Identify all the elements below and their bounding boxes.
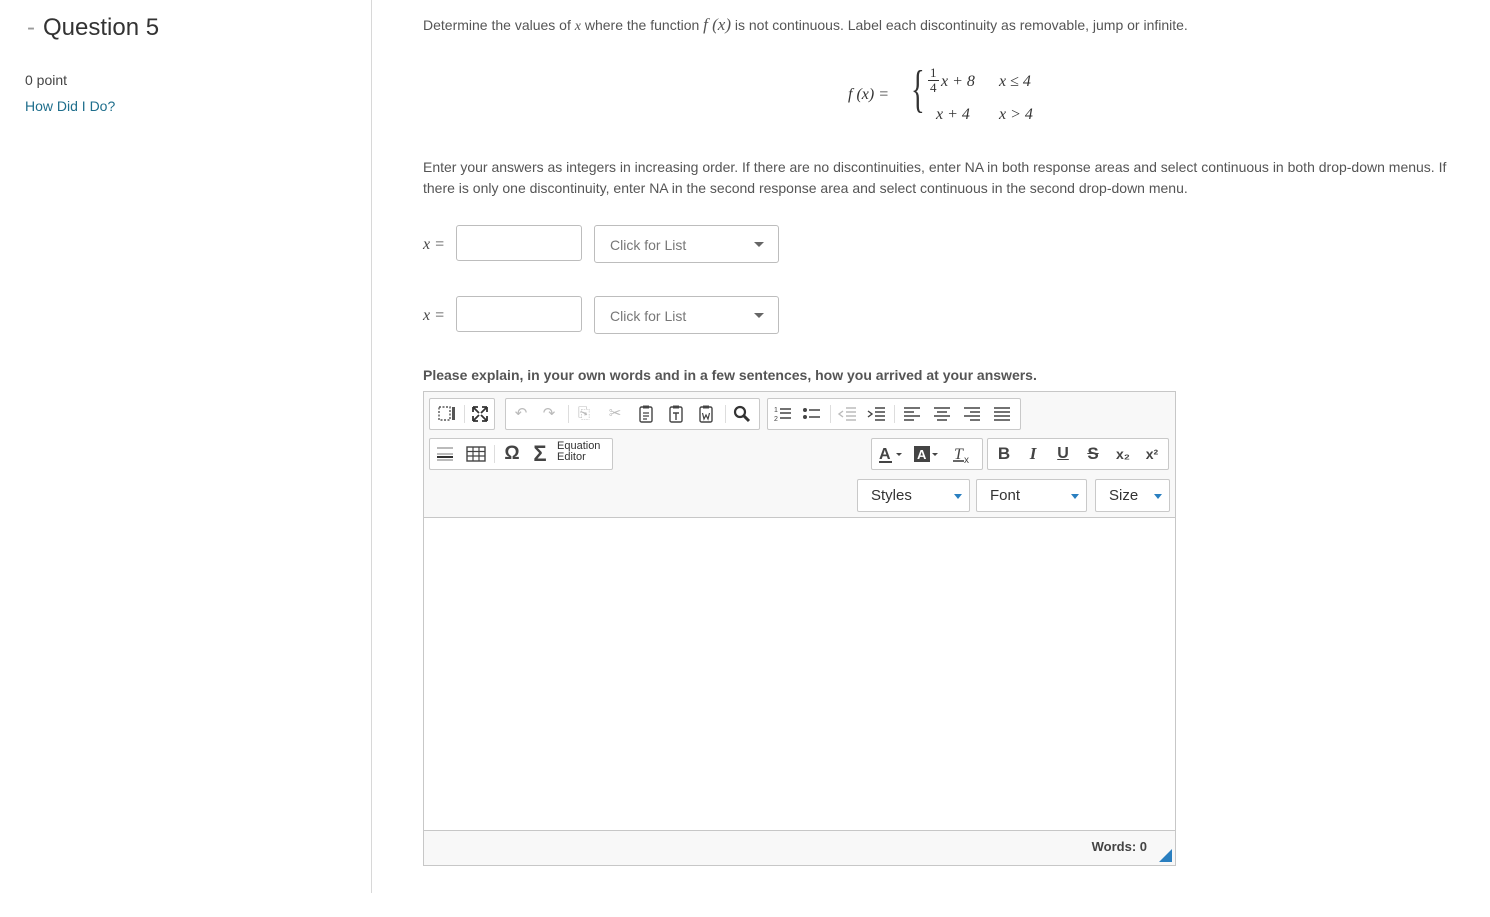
numbered-list-icon[interactable] xyxy=(771,404,795,424)
horizontal-line-icon[interactable] xyxy=(433,444,457,464)
toolbar-group-insert xyxy=(429,438,613,470)
question-sidebar xyxy=(0,0,372,893)
redo-icon[interactable]: ↷ xyxy=(542,405,556,422)
toolbar-group-paragraph xyxy=(767,398,1021,430)
dropdown-placeholder: Click for List xyxy=(610,237,687,253)
font-dropdown[interactable] xyxy=(976,479,1087,512)
italic-button[interactable]: I xyxy=(1029,444,1037,463)
show-blocks-icon[interactable] xyxy=(435,404,459,424)
svg-text:T: T xyxy=(954,446,963,463)
sigma-icon[interactable]: Σ xyxy=(533,441,547,466)
svg-text:A: A xyxy=(879,446,891,463)
prompt-text-3: is not continuous. Label each discontinuity as removable, jump or infinite. xyxy=(731,17,1188,33)
fraction-denominator: 4 xyxy=(930,80,937,95)
dropdown-caret-icon xyxy=(754,313,764,318)
prompt-func: f (x) xyxy=(703,15,731,34)
toolbar-group-basic-styles xyxy=(987,438,1169,470)
editor-status-bar xyxy=(424,830,1175,865)
svg-text:2: 2 xyxy=(774,416,778,423)
cut-icon[interactable]: ✂ xyxy=(608,405,622,422)
equation-editor-button[interactable] xyxy=(557,441,600,463)
size-label: Size xyxy=(1109,487,1139,504)
align-right-icon[interactable] xyxy=(960,404,984,424)
outdent-icon[interactable] xyxy=(836,404,860,424)
case2-expression: x + 4 xyxy=(936,106,970,123)
toolbar-group-color xyxy=(871,438,983,470)
question-title[interactable] xyxy=(27,14,159,42)
dropdown-placeholder: Click for List xyxy=(610,308,687,324)
undo-icon[interactable]: ↶ xyxy=(514,405,528,422)
equation-editor-label-2: Editor xyxy=(557,451,586,463)
question-title-text: Question 5 xyxy=(43,14,160,41)
table-icon[interactable] xyxy=(464,444,488,464)
prompt-var: x xyxy=(574,19,581,34)
toolbar-group-view xyxy=(429,398,495,430)
svg-text:x: x xyxy=(964,455,969,464)
styles-label: Styles xyxy=(871,487,912,504)
rich-text-editor xyxy=(423,391,1176,866)
discontinuity-dropdown-2[interactable] xyxy=(594,296,779,334)
question-points: 0 point xyxy=(25,72,68,88)
how-did-i-do-link[interactable]: How Did I Do? xyxy=(25,98,116,114)
paste-word-icon[interactable] xyxy=(694,404,718,424)
word-count: Words: 0 xyxy=(1091,839,1147,854)
question-prompt xyxy=(423,15,1188,35)
dropdown-caret-icon xyxy=(754,242,764,247)
strikethrough-button[interactable]: S xyxy=(1087,444,1099,463)
copy-icon[interactable]: ⎘ xyxy=(577,405,590,422)
piecewise-formula xyxy=(848,61,1058,128)
editor-content-area[interactable] xyxy=(424,518,1175,831)
align-justify-icon[interactable] xyxy=(990,404,1014,424)
case1-condition: x ≤ 4 xyxy=(999,73,1031,90)
answer-label: x = xyxy=(423,236,445,253)
special-character-icon[interactable]: Ω xyxy=(504,443,520,464)
collapse-dash-icon[interactable]: - xyxy=(27,14,35,41)
answer-input-1[interactable] xyxy=(456,225,582,261)
maximize-icon[interactable] xyxy=(468,404,492,424)
dropdown-arrow-icon xyxy=(954,494,962,499)
svg-text:A: A xyxy=(917,447,927,462)
fraction-numerator: 1 xyxy=(930,65,937,80)
remove-format-icon[interactable] xyxy=(950,444,978,464)
font-label: Font xyxy=(990,487,1021,504)
explain-prompt: Please explain, in your own words and in a few sentences, how you arrived at your answers. xyxy=(423,367,1037,383)
subscript-button[interactable]: x₂ xyxy=(1115,446,1130,462)
dropdown-arrow-icon xyxy=(1071,494,1079,499)
text-color-icon[interactable] xyxy=(876,444,908,464)
underline-button[interactable]: U xyxy=(1057,445,1069,462)
prompt-text-1: Determine the values of xyxy=(423,17,575,33)
background-color-icon[interactable] xyxy=(912,444,944,464)
toolbar-group-clipboard xyxy=(505,398,760,430)
discontinuity-dropdown-1[interactable] xyxy=(594,225,779,263)
answer-label: x = xyxy=(423,307,445,324)
resize-handle-icon[interactable] xyxy=(1159,849,1172,862)
styles-dropdown[interactable] xyxy=(857,479,970,512)
formula-fraction xyxy=(928,66,939,95)
prompt-text-2: where the function xyxy=(580,17,704,33)
case2-condition: x > 4 xyxy=(999,106,1033,123)
dropdown-arrow-icon xyxy=(1154,494,1162,499)
paste-text-icon[interactable] xyxy=(664,404,688,424)
answer-instructions: Enter your answers as integers in increasing order. If there are no discontinuities, enter NA in both response areas and select continuous in both drop-down menus. If there is only one discontinuity, enter NA in the second response area and select continuous in the second drop-down menu. xyxy=(423,159,1447,196)
size-dropdown[interactable] xyxy=(1095,479,1170,512)
brace-icon: { xyxy=(911,61,925,118)
case1-expression: x + 8 xyxy=(941,73,975,90)
align-left-icon[interactable] xyxy=(900,404,924,424)
superscript-button[interactable]: x² xyxy=(1145,446,1159,462)
bold-button[interactable]: B xyxy=(997,444,1011,463)
align-center-icon[interactable] xyxy=(930,404,954,424)
editor-toolbar xyxy=(424,392,1175,518)
answer-input-2[interactable] xyxy=(456,296,582,332)
bulleted-list-icon[interactable] xyxy=(800,404,824,424)
svg-text:1: 1 xyxy=(774,407,778,414)
equation-editor-label-1: Equation xyxy=(557,440,601,452)
indent-icon[interactable] xyxy=(865,404,889,424)
formula-lhs: f (x) = xyxy=(848,86,889,103)
find-icon[interactable] xyxy=(730,404,754,424)
paste-icon[interactable] xyxy=(634,404,658,424)
